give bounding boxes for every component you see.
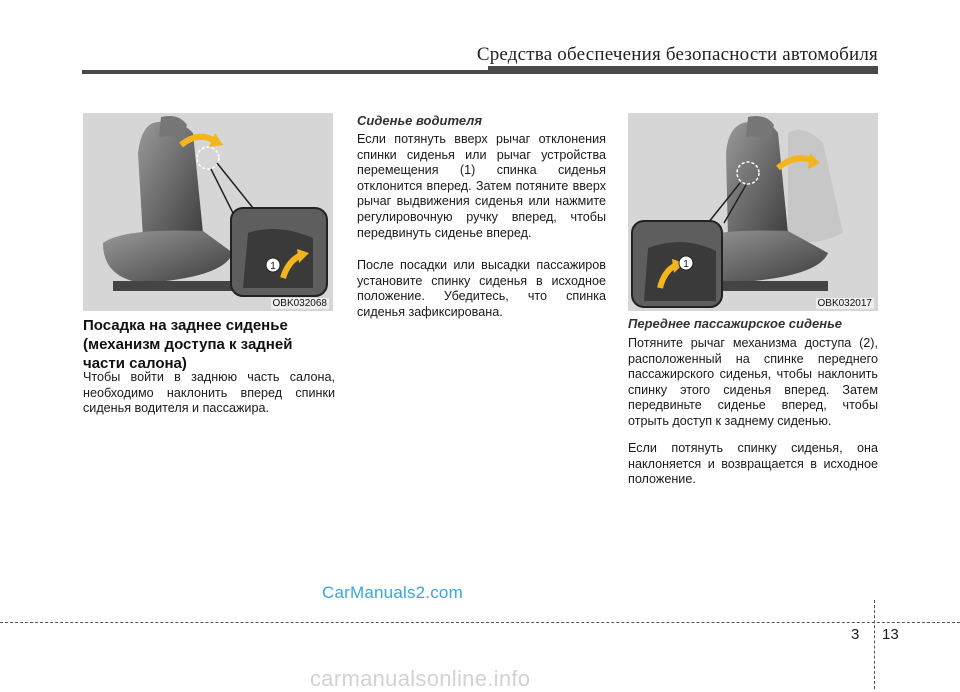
passenger-seat-paragraph-2: Если потянуть спинку сиденья, она наклоняется и возвращается в исходное положение.	[628, 441, 878, 487]
section-heading: Посадка на заднее сиденье (механизм доступа к задней части салона)	[83, 317, 293, 372]
seat-illustration	[83, 113, 333, 311]
callout-1: 1	[270, 261, 276, 272]
page-number-divider	[874, 600, 875, 689]
site-footer-link[interactable]: carmanualsonline.info	[310, 666, 531, 691]
header-rule	[82, 70, 878, 74]
seat-figure-driver	[83, 113, 333, 311]
seat-illustration	[628, 113, 878, 311]
seat-figure-passenger	[628, 113, 878, 311]
watermark-link[interactable]: CarManuals2.com	[322, 583, 463, 602]
footer-divider	[0, 622, 960, 623]
figure-code: OBK032068	[272, 298, 327, 309]
intro-paragraph: Чтобы войти в заднюю часть салона, необходимо наклонить вперед спинки сиденья водителя и пассажира.	[83, 370, 335, 416]
driver-seat-subheading: Сиденье водителя	[357, 113, 482, 128]
driver-seat-paragraph-2: После посадки или высадки пассажиров установите спинку сиденья в исходное положение. Убедитесь, что спинка сиденья зафиксирована.	[357, 258, 606, 319]
passenger-seat-subheading: Переднее пассажирское сиденье	[628, 316, 843, 331]
page-number: 13	[882, 626, 899, 643]
section-number: 3	[851, 626, 860, 643]
figure-code: OBK032017	[817, 298, 872, 309]
passenger-seat-paragraph-1: Потяните рычаг механизма доступа (2), расположенный на спинке переднего пассажирского сиденья, чтобы наклонить спинку этого сиденья вперед. Затем передвиньте сиденье вперед, чтобы отрыть доступ к заднему сиденью.	[628, 336, 878, 428]
driver-seat-paragraph-1: Если потянуть вверх рычаг отклонения спинки сиденья или рычаг устройства перемещения (1) спинка сиденья отклонится вперед. Затем потяните вверх рычаг выдвижения сиденья или нажмите регулировочную ручку вперед, чтобы передвинуть сиденье вперед.	[357, 132, 606, 240]
page-header-title: Средства обеспечения безопасности автомобиля	[476, 44, 878, 65]
callout-1: 1	[683, 259, 689, 270]
